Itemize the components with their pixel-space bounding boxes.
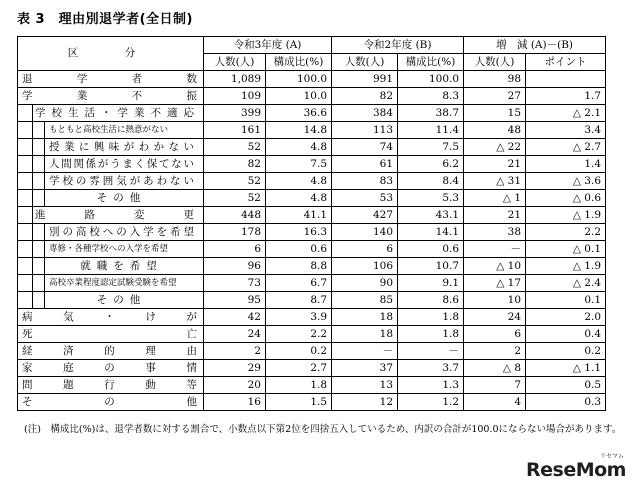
reason-label-text: 学校生活・学業不適応 xyxy=(35,106,194,119)
cell-a-ratio: 1.8 xyxy=(266,377,332,394)
cell-a-count: 2 xyxy=(204,343,266,360)
table-row xyxy=(18,122,606,139)
cell-d-point: 1.4 xyxy=(526,156,606,173)
reason-label-text: 専修・各種学校への入学を希望 xyxy=(49,243,169,254)
table-title: 表 3 理由別退学者(全日制) xyxy=(17,12,193,27)
cell-a-ratio: 4.8 xyxy=(266,173,332,190)
cell-a-count: 96 xyxy=(204,258,266,275)
reason-label: 死亡 xyxy=(18,326,204,343)
table-row xyxy=(18,139,606,156)
table-row xyxy=(18,343,606,360)
table-row xyxy=(18,394,606,411)
r3-count-header: 人数(人) xyxy=(204,54,266,71)
reason-label xyxy=(18,241,204,258)
cell-d-count: △ 17 xyxy=(464,275,526,292)
reason-label xyxy=(18,156,204,173)
cell-b-ratio: 3.7 xyxy=(398,360,464,377)
cell-d-point: 0.1 xyxy=(526,292,606,309)
cell-b-count: 427 xyxy=(332,207,398,224)
dropout-table xyxy=(17,36,606,411)
cell-a-count: 82 xyxy=(204,156,266,173)
cell-d-point: △ 1.1 xyxy=(526,360,606,377)
table-row xyxy=(18,326,606,343)
reason-label: 退学者数 xyxy=(18,71,204,88)
change-header: 増 減 (A)－(B) xyxy=(464,37,606,54)
cell-d-point: △ 2.1 xyxy=(526,105,606,122)
cell-b-ratio: 14.1 xyxy=(398,224,464,241)
table-row xyxy=(18,360,606,377)
reason-label: その他 xyxy=(18,394,204,411)
header-row-1 xyxy=(18,37,606,54)
cell-b-ratio: － xyxy=(398,343,464,360)
cell-d-count: － xyxy=(464,241,526,258)
r3-header: 令和3年度 (A) xyxy=(204,37,332,54)
category-header: 区 分 xyxy=(18,37,204,71)
cell-d-point: 2.2 xyxy=(526,224,606,241)
cell-d-point: △ 2.7 xyxy=(526,139,606,156)
reason-label xyxy=(18,224,204,241)
cell-a-count: 161 xyxy=(204,122,266,139)
cell-b-ratio: 1.8 xyxy=(398,326,464,343)
cell-b-count: 74 xyxy=(332,139,398,156)
cell-d-count: 15 xyxy=(464,105,526,122)
cell-a-count: 29 xyxy=(204,360,266,377)
reason-label-text: 学校の雰囲気があわない xyxy=(49,174,194,187)
resemom-logo xyxy=(526,453,626,481)
cell-b-count: 384 xyxy=(332,105,398,122)
cell-b-count: 13 xyxy=(332,377,398,394)
cell-d-count: △ 1 xyxy=(464,190,526,207)
change-point-header: ポイント xyxy=(526,54,606,71)
cell-a-ratio: 41.1 xyxy=(266,207,332,224)
cell-a-count: 448 xyxy=(204,207,266,224)
reason-label: 学業不振 xyxy=(18,88,204,105)
cell-d-count: 48 xyxy=(464,122,526,139)
cell-b-ratio: 100.0 xyxy=(398,71,464,88)
cell-d-point: △ 3.6 xyxy=(526,173,606,190)
table-row xyxy=(18,224,606,241)
cell-b-ratio: 11.4 xyxy=(398,122,464,139)
cell-d-point: 0.4 xyxy=(526,326,606,343)
cell-a-ratio: 8.8 xyxy=(266,258,332,275)
cell-a-ratio: 0.6 xyxy=(266,241,332,258)
cell-a-ratio: 2.2 xyxy=(266,326,332,343)
table-row xyxy=(18,292,606,309)
reason-label: 家庭の事情 xyxy=(18,360,204,377)
cell-a-ratio: 4.8 xyxy=(266,139,332,156)
cell-d-count: 4 xyxy=(464,394,526,411)
cell-d-point: △ 2.4 xyxy=(526,275,606,292)
cell-a-count: 6 xyxy=(204,241,266,258)
cell-b-count: 18 xyxy=(332,309,398,326)
cell-d-point xyxy=(526,71,606,88)
cell-d-count: 27 xyxy=(464,88,526,105)
cell-a-ratio: 16.3 xyxy=(266,224,332,241)
cell-d-count: 24 xyxy=(464,309,526,326)
cell-b-count: 82 xyxy=(332,88,398,105)
cell-b-ratio: 38.7 xyxy=(398,105,464,122)
cell-a-ratio: 6.7 xyxy=(266,275,332,292)
logo-text: ReseMom xyxy=(526,459,626,481)
table-row xyxy=(18,88,606,105)
cell-d-point: △ 1.9 xyxy=(526,207,606,224)
cell-b-count: 12 xyxy=(332,394,398,411)
cell-d-count: 21 xyxy=(464,156,526,173)
table-row xyxy=(18,275,606,292)
cell-b-ratio: 43.1 xyxy=(398,207,464,224)
cell-a-count: 52 xyxy=(204,173,266,190)
reason-label xyxy=(18,207,204,224)
reason-label xyxy=(18,275,204,292)
cell-d-count: △ 10 xyxy=(464,258,526,275)
cell-b-ratio: 6.2 xyxy=(398,156,464,173)
cell-a-ratio: 100.0 xyxy=(266,71,332,88)
reason-label-text: 高校卒業程度認定試験受験を希望 xyxy=(49,277,177,288)
r2-ratio-header: 構成比(%) xyxy=(398,54,464,71)
table-row xyxy=(18,258,606,275)
r2-count-header: 人数(人) xyxy=(332,54,398,71)
cell-b-ratio: 1.8 xyxy=(398,309,464,326)
logo-small-text: リセマム xyxy=(600,453,624,460)
reason-label xyxy=(18,139,204,156)
table-row xyxy=(18,377,606,394)
cell-b-count: 106 xyxy=(332,258,398,275)
cell-b-count: 85 xyxy=(332,292,398,309)
cell-d-point: △ 1.9 xyxy=(526,258,606,275)
cell-a-count: 20 xyxy=(204,377,266,394)
cell-a-ratio: 10.0 xyxy=(266,88,332,105)
cell-a-count: 178 xyxy=(204,224,266,241)
cell-d-point: 0.5 xyxy=(526,377,606,394)
cell-d-count: 7 xyxy=(464,377,526,394)
reason-label: 経済的理由 xyxy=(18,343,204,360)
cell-d-count: △ 31 xyxy=(464,173,526,190)
cell-a-ratio: 8.7 xyxy=(266,292,332,309)
cell-b-count: 37 xyxy=(332,360,398,377)
cell-a-ratio: 4.8 xyxy=(266,190,332,207)
cell-a-count: 399 xyxy=(204,105,266,122)
cell-a-ratio: 2.7 xyxy=(266,360,332,377)
table-row xyxy=(18,71,606,88)
table-row xyxy=(18,241,606,258)
cell-b-count: 140 xyxy=(332,224,398,241)
cell-d-point: △ 0.1 xyxy=(526,241,606,258)
cell-b-count: 90 xyxy=(332,275,398,292)
footnote: (注) 構成比(%)は、退学者数に対する割合で、小数点以下第2位を四捨五入しているため、内訳の合計が100.0にならない場合があります。 xyxy=(24,424,622,435)
cell-d-count: △ 8 xyxy=(464,360,526,377)
cell-b-count: 991 xyxy=(332,71,398,88)
cell-b-count: 83 xyxy=(332,173,398,190)
table-row xyxy=(18,309,606,326)
cell-a-ratio: 14.8 xyxy=(266,122,332,139)
cell-b-ratio: 10.7 xyxy=(398,258,464,275)
cell-d-point: 0.2 xyxy=(526,343,606,360)
r2-header: 令和2年度 (B) xyxy=(332,37,464,54)
table-row xyxy=(18,190,606,207)
cell-b-ratio: 0.6 xyxy=(398,241,464,258)
cell-b-ratio: 1.3 xyxy=(398,377,464,394)
cell-a-count: 42 xyxy=(204,309,266,326)
cell-d-count: △ 22 xyxy=(464,139,526,156)
cell-a-ratio: 1.5 xyxy=(266,394,332,411)
cell-b-count: 113 xyxy=(332,122,398,139)
reason-label-text: 人間関係がうまく保てない xyxy=(49,157,194,170)
cell-b-ratio: 8.3 xyxy=(398,88,464,105)
cell-d-count: 38 xyxy=(464,224,526,241)
r3-ratio-header: 構成比(%) xyxy=(266,54,332,71)
reason-label xyxy=(18,122,204,139)
cell-a-count: 95 xyxy=(204,292,266,309)
reason-label xyxy=(18,173,204,190)
cell-a-count: 73 xyxy=(204,275,266,292)
table-row xyxy=(18,156,606,173)
cell-b-count: 61 xyxy=(332,156,398,173)
cell-b-ratio: 9.1 xyxy=(398,275,464,292)
reason-label-text: 授業に興味がわかない xyxy=(49,140,194,153)
cell-b-ratio: 5.3 xyxy=(398,190,464,207)
reason-label xyxy=(18,190,204,207)
cell-b-count: 6 xyxy=(332,241,398,258)
cell-d-count: 10 xyxy=(464,292,526,309)
cell-a-ratio: 7.5 xyxy=(266,156,332,173)
change-count-header: 人数(人) xyxy=(464,54,526,71)
cell-b-count: 53 xyxy=(332,190,398,207)
cell-d-point: △ 0.6 xyxy=(526,190,606,207)
cell-b-ratio: 8.4 xyxy=(398,173,464,190)
cell-d-point: 2.0 xyxy=(526,309,606,326)
cell-a-ratio: 36.6 xyxy=(266,105,332,122)
reason-label: 問題行動等 xyxy=(18,377,204,394)
cell-a-count: 52 xyxy=(204,190,266,207)
cell-a-count: 24 xyxy=(204,326,266,343)
cell-b-ratio: 8.6 xyxy=(398,292,464,309)
cell-d-count: 6 xyxy=(464,326,526,343)
reason-label xyxy=(18,292,204,309)
cell-d-count: 21 xyxy=(464,207,526,224)
table-row xyxy=(18,105,606,122)
reason-label xyxy=(18,258,204,275)
table-row xyxy=(18,207,606,224)
reason-label-text: その他 xyxy=(96,191,147,204)
cell-a-count: 16 xyxy=(204,394,266,411)
cell-a-count: 109 xyxy=(204,88,266,105)
cell-a-ratio: 0.2 xyxy=(266,343,332,360)
reason-label-text: 別の高校への入学を希望 xyxy=(49,225,194,238)
cell-b-count: 18 xyxy=(332,326,398,343)
reason-label-text: 進路変更 xyxy=(35,208,194,221)
cell-d-count: 98 xyxy=(464,71,526,88)
cell-d-count: 2 xyxy=(464,343,526,360)
cell-d-point: 0.3 xyxy=(526,394,606,411)
cell-a-count: 52 xyxy=(204,139,266,156)
cell-b-ratio: 1.2 xyxy=(398,394,464,411)
cell-a-count: 1,089 xyxy=(204,71,266,88)
cell-d-point: 1.7 xyxy=(526,88,606,105)
reason-label-text: その他 xyxy=(96,293,147,306)
cell-b-count: － xyxy=(332,343,398,360)
reason-label-text: もともと高校生活に熱意がない xyxy=(49,124,169,135)
cell-d-point: 3.4 xyxy=(526,122,606,139)
cell-a-ratio: 3.9 xyxy=(266,309,332,326)
cell-b-ratio: 7.5 xyxy=(398,139,464,156)
reason-label-text: 就職を希望 xyxy=(80,259,163,272)
reason-label xyxy=(18,105,204,122)
table-row xyxy=(18,173,606,190)
reason-label: 病気・けが xyxy=(18,309,204,326)
